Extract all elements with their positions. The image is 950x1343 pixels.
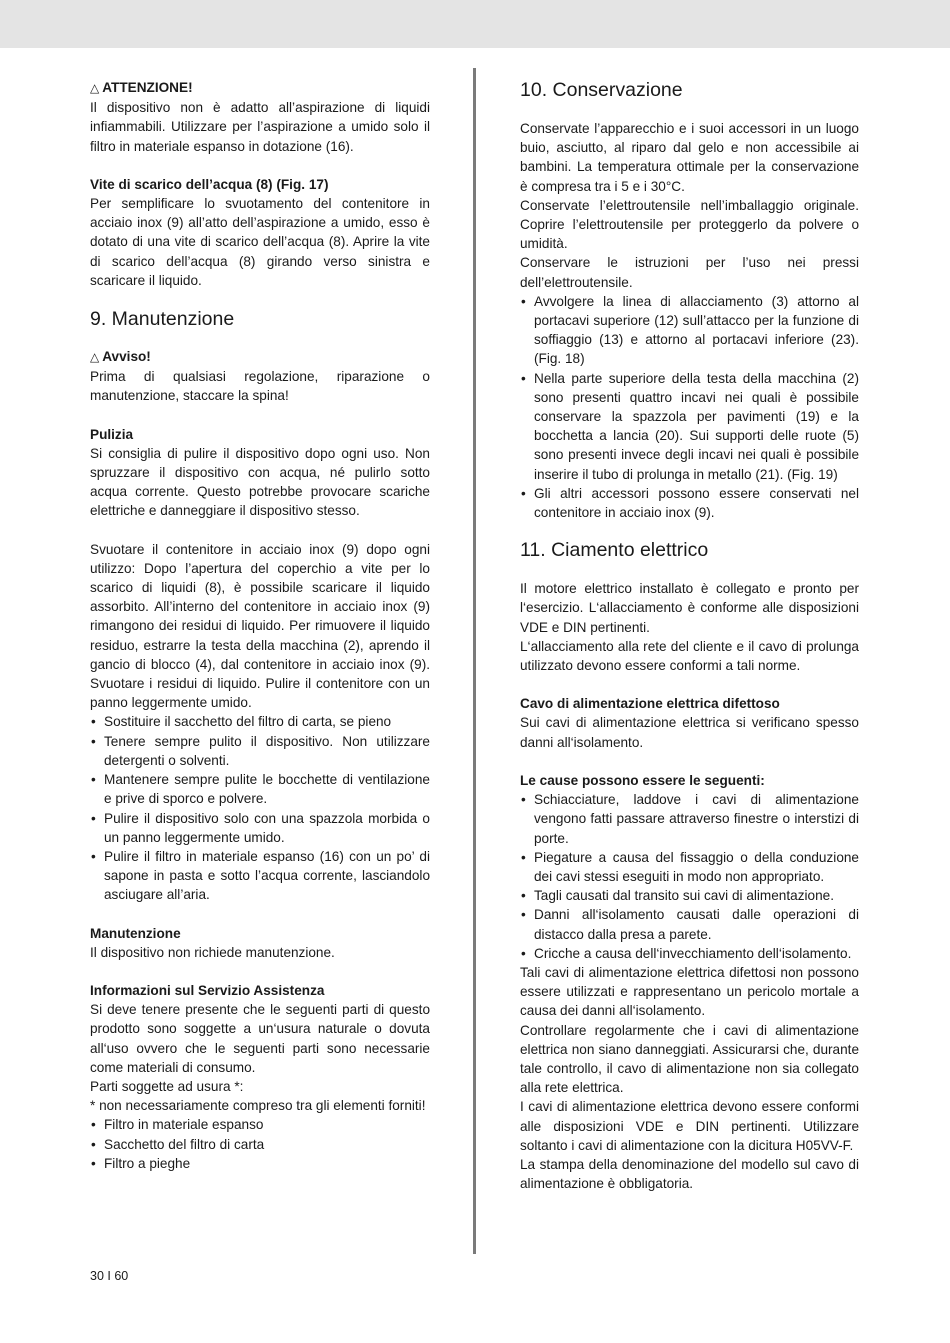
page-number: 30 I 60 — [90, 1269, 129, 1283]
list-item: • Tenere sempre pulito il dispositivo. Non utilizzare detergenti o solventi. — [90, 732, 430, 770]
warning-text: Il dispositivo non è adatto all’aspirazione di liquidi infiammabili. Utilizzare per l’aspirazione a umido solo il filtro in materiale espanso in dotazione (16). — [90, 100, 430, 154]
service-text: Si deve tenere presente che le seguenti parti di questo prodotto sono soggette a un‘usura naturale o dovuta all‘uso ovvero che le seguenti parti sono necessarie come materiali di consumo. — [90, 1002, 430, 1075]
storage-paragraph: Conservate l’apparecchio e i suoi accessori in un luogo buio, asciutto, al riparo dal gelo e non accessibile ai bambini. La temperatura ottimale per la conservazione è compresa tra i 5 e i 30°C. — [520, 121, 859, 194]
causes-heading: Le cause possono essere le seguenti: — [520, 772, 765, 788]
cable-text: Sui cavi di alimentazione elettrica si verificano spesso danni all‘isolamento. — [520, 715, 859, 750]
drain-heading: Vite di scarico dell’acqua (8) (Fig. 17) — [90, 176, 329, 192]
storage-list — [520, 292, 859, 522]
list-item: • Schiacciature, laddove i cavi di alimentazione vengono fatti passare attraverso finestre o interstizi di porte. — [520, 790, 859, 848]
list-item: • Tagli causati dal transito sui cavi di alimentazione. — [520, 886, 859, 905]
service-heading: Informazioni sul Servizio Assistenza — [90, 982, 325, 998]
notice-title: Avviso! — [102, 349, 151, 365]
wear-parts-label: Parti soggette ad usura *: — [90, 1078, 244, 1094]
left-column — [90, 78, 430, 1173]
notice-text: Prima di qualsiasi regolazione, riparazione o manutenzione, staccare la spina! — [90, 369, 430, 404]
wear-parts-list — [90, 1115, 430, 1173]
section-11-title: 11. Ciamento elettrico — [520, 539, 709, 562]
column-divider — [473, 68, 476, 1254]
maintenance-text: Il dispositivo non richiede manutenzione. — [90, 944, 335, 960]
list-item: • Nella parte superiore della testa della macchina (2) sono presenti quattro incavi nei quali è possibile conservare la spazzola per pavimenti (19) e la bocchetta a lancia (20). Sui supporti delle ruote (5) sono presenti invece degli incavi nei quali è possibile inserire il tubo di prolunga in metallo (21). (Fig. 19) — [520, 369, 859, 484]
section-9-title: 9. Manutenzione — [90, 308, 235, 331]
wear-parts-note: * non necessariamente compreso tra gli elementi forniti! — [90, 1098, 426, 1114]
electrical-paragraph: Il motore elettrico installato è collegato e pronto per l‘esercizio. L‘allacciamento è conforme alle disposizioni VDE e DIN pertinenti. — [520, 581, 859, 635]
list-item: • Piegature a causa del fissaggio o della conduzione dei cavi stessi eseguiti in modo non appropriato. — [520, 848, 859, 886]
list-item: • Cricche a causa dell‘invecchiamento dell‘isolamento. — [520, 944, 859, 963]
cable-heading: Cavo di alimentazione elettrica difettoso — [520, 696, 780, 712]
storage-paragraph: Conservate l’elettroutensile nell’imballaggio originale. Coprire l’elettroutensile per proteggerlo da polvere o umidità. — [520, 197, 859, 252]
warning-block-title — [90, 78, 430, 98]
list-item: • Filtro a pieghe — [90, 1154, 430, 1173]
danger-paragraph: La stampa della denominazione del modello sul cavo di alimentazione è obbligatoria. — [520, 1156, 859, 1192]
cleaning-text: Si consiglia di pulire il dispositivo dopo ogni uso. Non spruzzare il dispositivo con acqua, né pulirlo sotto acqua corrente. Questo potrebbe provocare scariche elettriche e danneggiare il dispositivo stesso. — [90, 445, 430, 519]
causes-list — [520, 790, 859, 963]
list-item: • Filtro in materiale espanso — [90, 1115, 430, 1134]
danger-paragraph: Controllare regolarmente che i cavi di alimentazione elettrica non siano danneggiati. Assicurarsi che, durante tale controllo, il cavo di alimentazione non sia collegato alla rete elettrica. — [520, 1022, 859, 1096]
notice-block-title — [90, 347, 430, 367]
warning-title: ATTENZIONE! — [102, 80, 193, 95]
danger-paragraph: Tali cavi di alimentazione elettrica difettosi non possono essere utilizzati e rappresentano un pericolo mortale a causa dei danni all‘isolamento. — [520, 964, 859, 1019]
electrical-paragraph: L‘allacciamento alla rete del cliente e il cavo di prolunga utilizzato devono essere conformi a tali norme. — [520, 638, 859, 674]
list-item: • Gli altri accessori possono essere conservati nel contenitore in acciaio inox (9). — [520, 484, 859, 522]
list-item: • Mantenere sempre pulite le bocchette di ventilazione e prive di sporco e polvere. — [90, 770, 430, 808]
cleaning-heading: Pulizia — [90, 426, 134, 442]
maintenance-heading: Manutenzione — [90, 925, 181, 941]
right-column — [520, 78, 859, 1193]
list-item: • Avvolgere la linea di allacciamento (3) attorno al portacavi superiore (12) sull’attacco per la funzione di soffiaggio (13) e attorno al portacavi inferiore (23). (Fig. 18) — [520, 292, 859, 369]
danger-paragraph: I cavi di alimentazione elettrica devono essere conformi alle disposizioni VDE e DIN pertinenti. Utilizzare soltanto i cavi di alimentazione con la dicitura H05VV-F. — [520, 1099, 859, 1153]
warning-triangle-icon: △ — [90, 350, 100, 365]
list-item: • Sostituire il sacchetto del filtro di carta, se pieno — [90, 712, 430, 731]
warning-triangle-icon: △ — [90, 81, 100, 95]
section-10-title: 10. Conservazione — [520, 79, 683, 101]
list-item: • Sacchetto del filtro di carta — [90, 1135, 430, 1154]
list-item: • Danni all‘isolamento causati dalle operazioni di distacco dalla presa a parete. — [520, 905, 859, 943]
list-item: • Pulire il dispositivo solo con una spazzola morbida o un panno leggermente umido. — [90, 809, 430, 847]
empty-container-text: Svuotare il contenitore in acciaio inox (9) dopo ogni utilizzo: Dopo l’apertura del coperchio a vite per lo scarico di liquidi (8), è possibile scaricare il liquido assorbito. All’interno del contenitore in acciaio inox (9) rimangono dei residui di liquido. Per rimuovere il liquido residuo, estrarre la testa della macchina (2), aprendo il gancio di blocco (4), dal contenitore in acciaio inox (9). Svuotare i residui di liquido. Pulire il contenitore con un panno leggermente umido. — [90, 541, 430, 711]
cleaning-list — [90, 712, 430, 904]
storage-paragraph: Conservare le istruzioni per l’uso nei pressi dell’elettroutensile. — [520, 255, 859, 290]
header-band — [0, 0, 950, 48]
drain-text: Per semplificare lo svuotamento del contenitore in acciaio inox (9) all’atto dell’aspirazione a umido, esso è dotato di una vite di scarico dell’acqua (8). Aprire la vite di scarico dell’acqua (8) girando verso sinistra e scaricare il liquido. — [90, 196, 430, 288]
list-item: • Pulire il filtro in materiale espanso (16) con un po’ di sapone in pasta e sotto l’acqua corrente, lasciandolo asciugare all’aria. — [90, 847, 430, 905]
